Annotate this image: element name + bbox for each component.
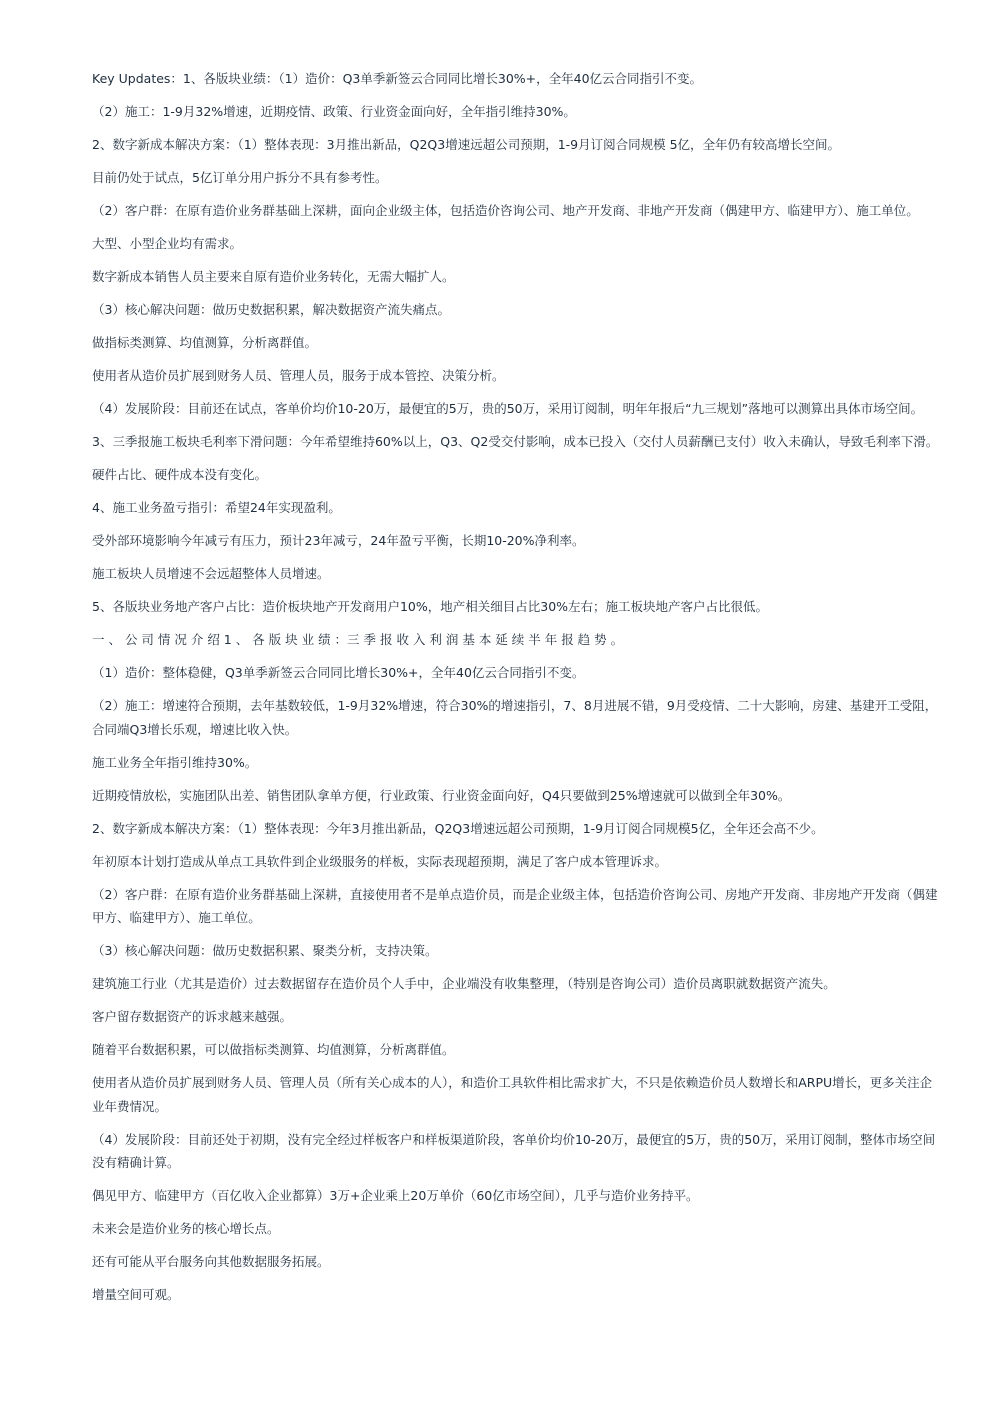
paragraph: 近期疫情放松，实施团队出差、销售团队拿单方便，行业政策、行业资金面向好，Q4只要做到25%增速就可以做到全年30%。 xyxy=(92,787,791,803)
paragraph: Key Updates：1、各版块业绩：（1）造价：Q3单季新签云合同同比增长30%+，全年40亿云合同指引不变。 xyxy=(92,71,703,86)
paragraph: 增量空间可观。 xyxy=(92,1287,180,1302)
paragraph: 受外部环境影响今年减亏有压力，预计23年减亏，24年盈亏平衡，长期10-20%净利率。 xyxy=(92,533,585,548)
paragraph: 客户留存数据资产的诉求越来越强。 xyxy=(92,1009,293,1024)
paragraph: （2）客户群：在原有造价业务群基础上深耕，面向企业级主体，包括造价咨询公司、地产开发商、非地产开发商（偶建甲方、临建甲方）、施工单位。 xyxy=(92,203,919,218)
paragraph: （2）施工：增速符合预期，去年基数较低，1-9月32%增速，符合30%的增速指引，7、8月进展不错，9月受疫情、二十大影响，房建、基建开工受阻，合同端Q3增长乐观，增速比收入快。 xyxy=(92,698,938,737)
section-heading: 一 、 公 司 情 况 介 绍 1 、 各 版 块 业 绩 ：三 季 报 收 入 利 润 基 本 延 续 半 年 报 趋 势 。 xyxy=(92,632,624,647)
document-body xyxy=(92,67,942,1316)
paragraph: 4、施工业务盈亏指引：希望24年实现盈利。 xyxy=(92,500,341,515)
paragraph: 偶见甲方、临建甲方（百亿收入企业都算）3万+企业乘上20万单价（60亿市场空间），几乎与造价业务持平。 xyxy=(92,1188,699,1203)
paragraph: 年初原本计划打造成从单点工具软件到企业级服务的样板，实际表现超预期，满足了客户成本管理诉求。 xyxy=(92,853,668,869)
paragraph: 施工板块人员增速不会远超整体人员增速。 xyxy=(92,566,330,581)
paragraph: 2、数字新成本解决方案：（1）整体表现：3月推出新品，Q2Q3增速远超公司预期，1-9月订阅合同规模 5亿，全年仍有较高增长空间。 xyxy=(92,137,841,152)
paragraph: 施工业务全年指引维持30%。 xyxy=(92,754,258,770)
paragraph: （4）发展阶段：目前还在试点，客单价均价10-20万，最便宜的5万，贵的50万，采用订阅制，明年年报后“九三规划”落地可以测算出具体市场空间。 xyxy=(92,401,924,416)
paragraph: 2、数字新成本解决方案：（1）整体表现：今年3月推出新品，Q2Q3增速远超公司预期，1-9月订阅合同规模5亿，全年还会高不少。 xyxy=(92,820,824,836)
paragraph: （4）发展阶段：目前还处于初期，没有完全经过样板客户和样板渠道阶段，客单价均价10-20万，最便宜的5万，贵的50万，采用订阅制，整体市场空间没有精确计算。 xyxy=(92,1131,936,1170)
paragraph: 做指标类测算、均值测算，分析离群值。 xyxy=(92,335,318,350)
paragraph: （1）造价：整体稳健，Q3单季新签云合同同比增长30%+，全年40亿云合同指引不变。 xyxy=(92,665,585,680)
paragraph: 硬件占比、硬件成本没有变化。 xyxy=(92,467,268,482)
paragraph: 使用者从造价员扩展到财务人员、管理人员，服务于成本管控、决策分析。 xyxy=(92,368,505,383)
paragraph: 数字新成本销售人员主要来自原有造价业务转化，无需大幅扩人。 xyxy=(92,269,455,284)
paragraph: 使用者从造价员扩展到财务人员、管理人员（所有关心成本的人），和造价工具软件相比需求扩大，不只是依赖造价员人数增长和ARPU增长，更多关注企业年费情况。 xyxy=(92,1075,933,1114)
paragraph: （2）施工：1-9月32%增速，近期疫情、政策、行业资金面向好，全年指引维持30%。 xyxy=(92,104,576,119)
paragraph: （3）核心解决问题：做历史数据积累、聚类分析，支持决策。 xyxy=(92,943,438,958)
paragraph: 大型、小型企业均有需求。 xyxy=(92,236,243,251)
paragraph: （3）核心解决问题：做历史数据积累，解决数据资产流失痛点。 xyxy=(92,302,450,317)
paragraph: 目前仍处于试点，5亿订单分用户拆分不具有参考性。 xyxy=(92,170,388,185)
paragraph: 随着平台数据积累，可以做指标类测算、均值测算，分析离群值。 xyxy=(92,1042,455,1057)
paragraph: 还有可能从平台服务向其他数据服务拓展。 xyxy=(92,1254,330,1269)
paragraph: （2）客户群：在原有造价业务群基础上深耕，直接使用者不是单点造价员，而是企业级主体，包括造价咨询公司、房地产开发商、非房地产开发商（偶建甲方、临建甲方）、施工单位。 xyxy=(92,886,938,925)
paragraph: 5、各版块业务地产客户占比：造价板块地产开发商用户10%，地产相关细目占比30%左右；施工板块地产客户占比很低。 xyxy=(92,599,769,614)
paragraph: 3、三季报施工板块毛利率下滑问题：今年希望维持60%以上，Q3、Q2受交付影响，成本已投入（交付人员薪酬已支付）收入未确认，导致毛利率下滑。 xyxy=(92,434,939,449)
paragraph: 未来会是造价业务的核心增长点。 xyxy=(92,1221,280,1236)
paragraph: 建筑施工行业（尤其是造价）过去数据留存在造价员个人手中，企业端没有收集整理，（特别是咨询公司）造价员离职就数据资产流失。 xyxy=(92,976,836,991)
